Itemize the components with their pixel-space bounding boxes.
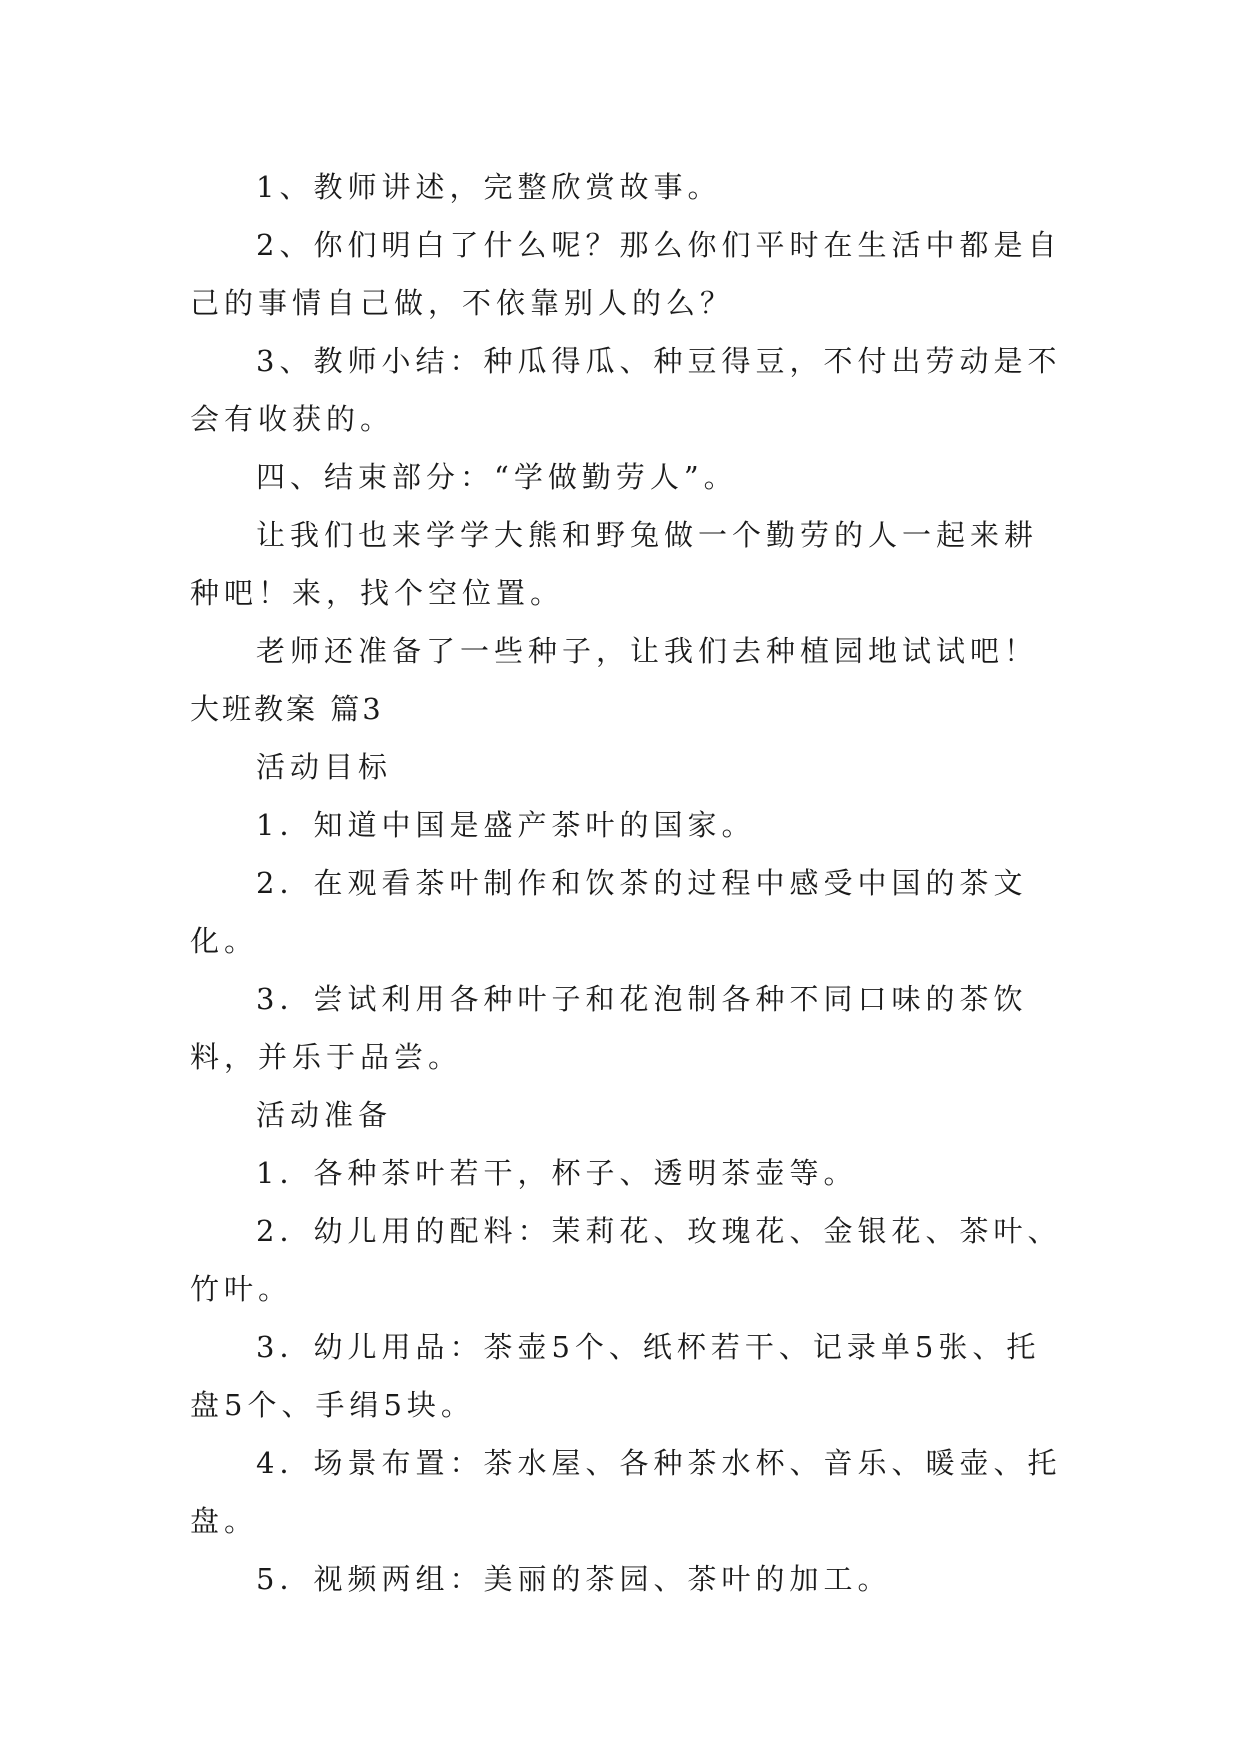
preparation-item-1: 1．各种茶叶若干，杯子、透明茶壶等。 bbox=[256, 1156, 858, 1190]
preparation-item-3: 3．幼儿用品：茶壶5个、纸杯若干、记录单5张、托盘5个、手绢5块。 bbox=[190, 1330, 1041, 1422]
paragraph-ending-section: 四、结束部分：“学做勤劳人”。 bbox=[256, 460, 738, 494]
goal-item-2: 2．在观看茶叶制作和饮茶的过程中感受中国的茶文化。 bbox=[190, 866, 1028, 958]
subheading-activity-preparation: 活动准备 bbox=[256, 1098, 393, 1132]
preparation-item-2: 2．幼儿用的配料：茉莉花、玫瑰花、金银花、茶叶、竹叶。 bbox=[190, 1214, 1062, 1306]
preparation-item-4: 4．场景布置：茶水屋、各种茶水杯、音乐、暖壶、托盘。 bbox=[190, 1446, 1062, 1538]
document-body bbox=[190, 158, 1062, 1608]
paragraph-teacher-summary: 3、教师小结：种瓜得瓜、种豆得豆，不付出劳动是不会有收获的。 bbox=[190, 344, 1062, 436]
goal-item-3: 3．尝试利用各种叶子和花泡制各种不同口味的茶饮料，并乐于品尝。 bbox=[190, 982, 1028, 1074]
paragraph-question: 2、你们明白了什么呢？那么你们平时在生活中都是自己的事情自己做，不依靠别人的么？ bbox=[190, 228, 1062, 320]
preparation-item-5: 5．视频两组：美丽的茶园、茶叶的加工。 bbox=[256, 1562, 892, 1596]
subheading-activity-goals: 活动目标 bbox=[256, 750, 393, 784]
paragraph-story-appreciation: 1、教师讲述，完整欣赏故事。 bbox=[256, 170, 722, 204]
section-heading: 大班教案 篇3 bbox=[190, 692, 384, 726]
paragraph-learn-together: 让我们也来学学大熊和野兔做一个勤劳的人一起来耕种吧！来，找个空位置。 bbox=[190, 518, 1039, 610]
goal-item-1: 1．知道中国是盛产茶叶的国家。 bbox=[256, 808, 756, 842]
paragraph-seeds: 老师还准备了一些种子，让我们去种植园地试试吧！ bbox=[256, 634, 1039, 668]
